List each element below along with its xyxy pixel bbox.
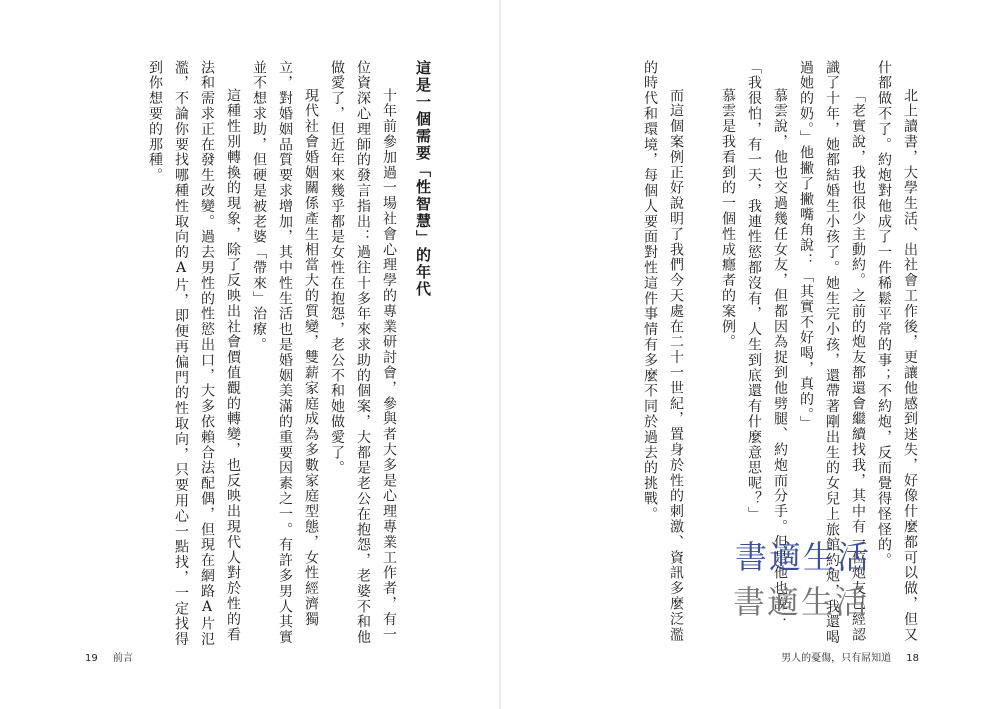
- right-paragraph-3: 慕雲說，他也交過幾任女友，但都因為捉到他劈腿、約炮而分手。但是他也說：「我很怕，有一天，我連性慾都沒有，人生到底還有什麼意思呢？」: [746, 60, 788, 627]
- left-page-body: [82, 60, 442, 650]
- left-footer: [85, 649, 133, 664]
- page-gutter: [499, 0, 501, 709]
- right-footer: [781, 649, 919, 664]
- right-page-number: 18: [906, 653, 919, 664]
- left-paragraph-3: 這種性別轉換的現象，除了反映出社會價值觀的轉變，也反映出現代人對於性的看法和需求正在發生改變。過去男性的性慾出口，大多依賴合法配偶，但現在網路A片氾濫，不論你要找哪種性取向的A片，即便再偏門的性取向，只要用心一點找，一定找得到你想要的那種。: [147, 60, 241, 648]
- watermark-logo-secondary: 書適生活: [733, 583, 870, 621]
- right-paragraph-1: 北上讀書，大學生活、出社會工作後，更讓他感到迷失，好像什麼都可以做，但又什都做不了。約炮對他成了一件稀鬆平常的事；不約炮，反而覺得怪怪的。: [876, 60, 918, 643]
- right-paragraph-2: 「老實說，我也很少主動約。之前的炮友都還會繼續找我，其中有一位炮友已經認識了十年，她都結婚生小孩了。她生完小孩，還帶著剛出生的女兒上旅館約炮，我還喝過她的奶。」他撇了撇嘴角說：「其實不好喝，真的。」: [798, 60, 866, 646]
- right-book-title: 男人的憂傷，只有屌知道: [781, 653, 892, 664]
- left-section-label: 前言: [112, 653, 133, 664]
- left-page-number: 19: [85, 653, 98, 664]
- left-paragraph-1: 十年前參加過一場社會心理學的專業研討會，參與者大多是心理專業工作者，有一位資深心理師的發言指出：過往十多年來求助的個案，大都是老公在抱怨，老婆不和他做愛了，但近年來幾乎都是女性在抱怨，老公不和她做愛了。: [329, 60, 397, 646]
- right-paragraph-spacer: [689, 60, 715, 650]
- right-paragraph-4: 慕雲是我看到的一個性成癮者的案例。: [720, 88, 736, 350]
- watermark-logo-primary: 書適生活: [735, 538, 872, 576]
- left-paragraph-2: 現代社會婚姻關係產生相當大的質變，雙薪家庭成為多數家庭型態，女性經濟獨立，對婚姻品質要求增加，其中性生活也是婚姻美滿的重要因素之一。有許多男人其實並不想求助，但硬是被老婆「帶來」治療。: [251, 60, 319, 646]
- section-heading: 這是一個需要「性智慧」的年代: [414, 60, 432, 298]
- right-paragraph-5: 而這個案例正好說明了我們今天處在二十一世紀，置身於性的刺激、資訊多麼泛濫的時代和環境，每個人要面對性這件事情有多麼不同於過去的挑戰。: [642, 60, 684, 643]
